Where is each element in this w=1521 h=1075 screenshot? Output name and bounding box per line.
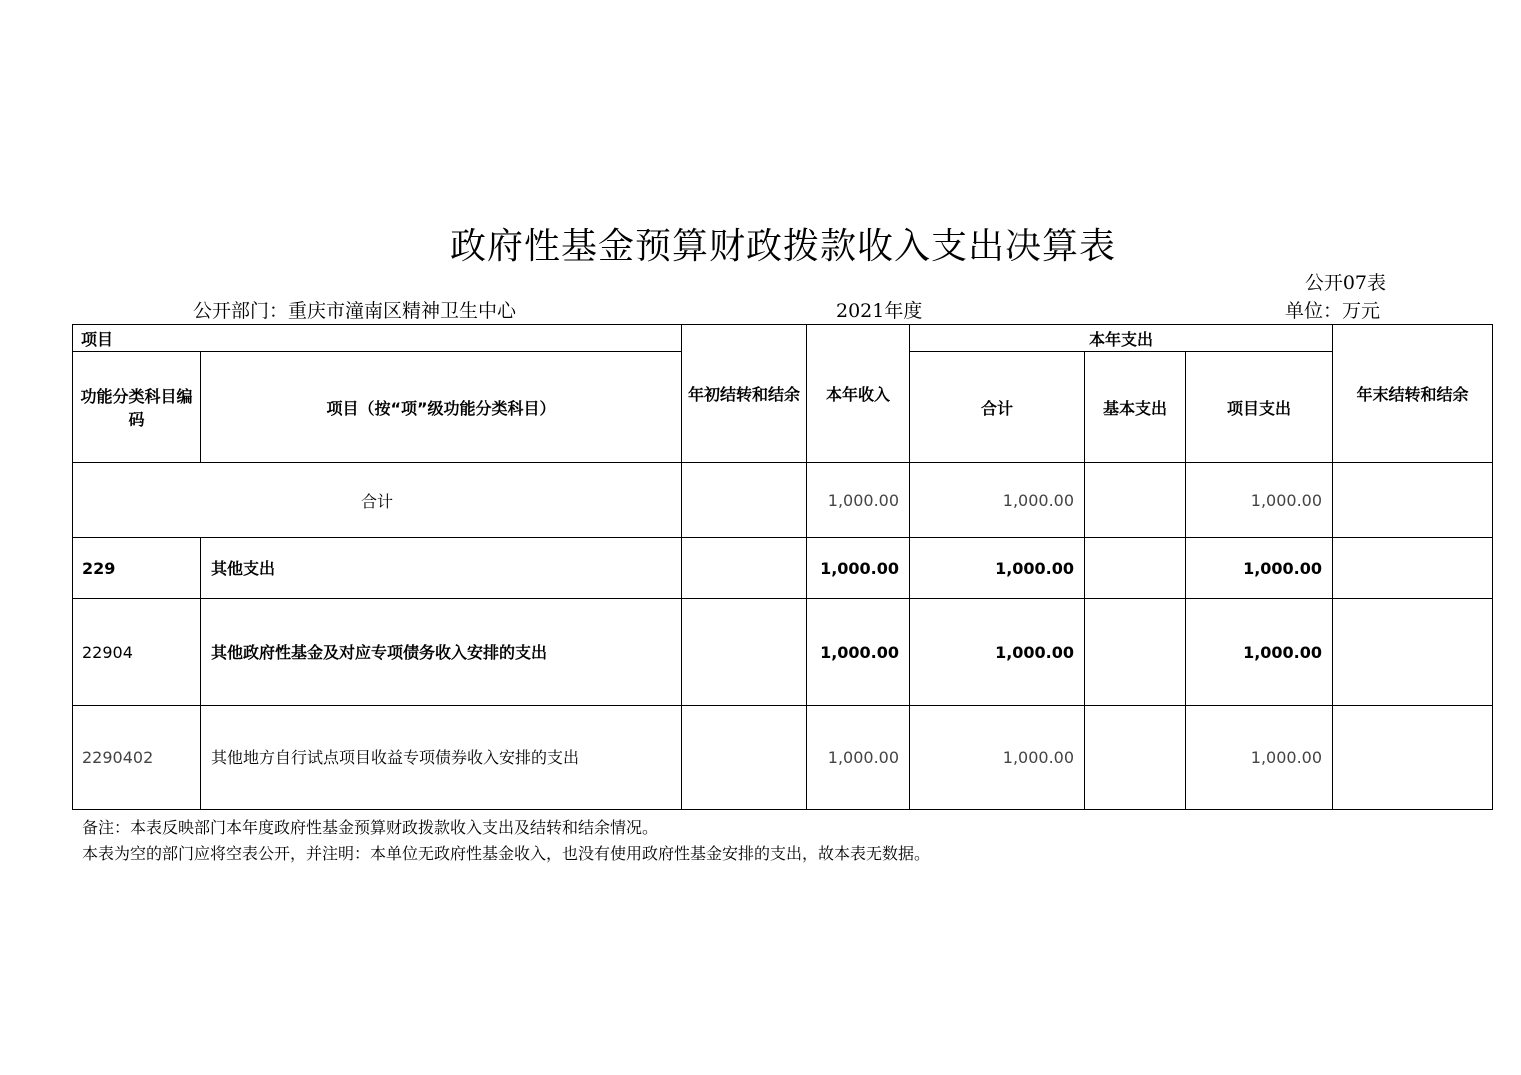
note-empty-instruction: 本表为空的部门应将空表公开，并注明：本单位无政府性基金收入，也没有使用政府性基金安排的支出，故本表无数据。 (82, 844, 931, 863)
row-income: 1,000.00 (807, 706, 910, 810)
row-code: 2290402 (73, 706, 201, 810)
header-begin-balance: 年初结转和结余 (682, 325, 807, 463)
row-expense-project: 1,000.00 (1186, 538, 1333, 599)
table-row (73, 706, 1493, 810)
unit-label: 单位：万元 (1285, 300, 1381, 322)
total-income: 1,000.00 (807, 463, 910, 538)
row-income: 1,000.00 (807, 599, 910, 706)
header-expense-project: 项目支出 (1186, 352, 1333, 463)
total-row (73, 463, 1493, 538)
table-row (73, 599, 1493, 706)
row-name: 其他政府性基金及对应专项债务收入安排的支出 (201, 599, 682, 706)
row-expense-total: 1,000.00 (910, 538, 1085, 599)
row-expense-total: 1,000.00 (910, 706, 1085, 810)
total-expense-total: 1,000.00 (910, 463, 1085, 538)
row-begin-balance (682, 599, 807, 706)
form-number: 公开07表 (1304, 272, 1386, 294)
row-code: 229 (73, 538, 201, 599)
table-row (73, 538, 1493, 599)
row-begin-balance (682, 538, 807, 599)
row-name: 其他地方自行试点项目收益专项债券收入安排的支出 (201, 706, 682, 810)
header-item-name: 项目（按“项”级功能分类科目） (201, 352, 682, 463)
note-remark: 备注：本表反映部门本年度政府性基金预算财政拨款收入支出及结转和结余情况。 (82, 818, 659, 837)
row-begin-balance (682, 706, 807, 810)
header-expense-basic: 基本支出 (1085, 352, 1186, 463)
row-expense-total: 1,000.00 (910, 599, 1085, 706)
row-expense-project: 1,000.00 (1186, 706, 1333, 810)
total-expense-basic (1085, 463, 1186, 538)
header-func-code: 功能分类科目编码 (73, 352, 201, 463)
page-title: 政府性基金预算财政拨款收入支出决算表 (449, 226, 1116, 267)
year-label: 2021年度 (836, 300, 923, 322)
header-expense-group: 本年支出 (910, 325, 1333, 352)
row-expense-basic (1085, 706, 1186, 810)
row-end-balance (1333, 599, 1493, 706)
header-project: 项目 (73, 325, 682, 352)
row-end-balance (1333, 706, 1493, 810)
total-label: 合计 (73, 463, 682, 538)
total-end-balance (1333, 463, 1493, 538)
department-label: 公开部门：重庆市潼南区精神卫生中心 (193, 300, 517, 322)
budget-table (72, 324, 1493, 810)
header-end-balance: 年末结转和结余 (1333, 325, 1493, 463)
total-expense-project: 1,000.00 (1186, 463, 1333, 538)
row-expense-project: 1,000.00 (1186, 599, 1333, 706)
row-expense-basic (1085, 538, 1186, 599)
total-begin-balance (682, 463, 807, 538)
row-code: 22904 (73, 599, 201, 706)
row-end-balance (1333, 538, 1493, 599)
header-expense-total: 合计 (910, 352, 1085, 463)
row-income: 1,000.00 (807, 538, 910, 599)
row-expense-basic (1085, 599, 1186, 706)
row-name: 其他支出 (201, 538, 682, 599)
header-income: 本年收入 (807, 325, 910, 463)
